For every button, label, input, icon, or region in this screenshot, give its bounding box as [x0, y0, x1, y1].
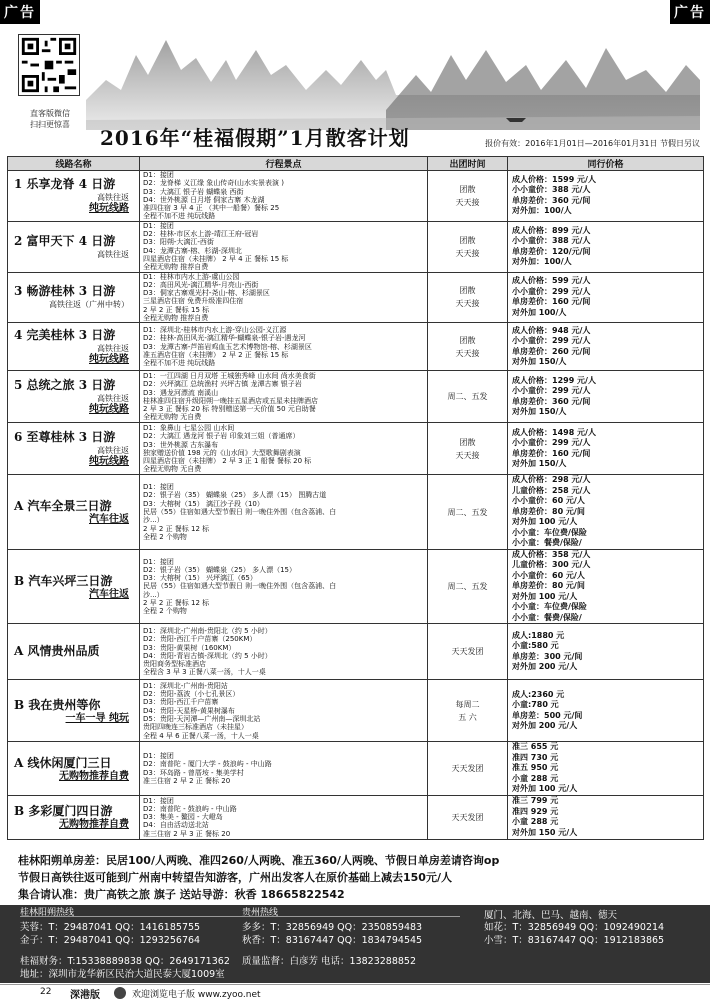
route-subtitle: 高铁往返	[97, 446, 129, 456]
route-name[interactable]: B 我在贵州等你	[14, 697, 101, 712]
price-cell	[508, 680, 704, 742]
route-name-cell	[8, 624, 140, 680]
itinerary-line: D2：桂林-高田风光-漓江精华-蝴蝶泉-银子岩-遇龙河	[143, 334, 306, 343]
itinerary-line: 四星酒店住宿（未挂牌） 2 早 3 正 1 船餐 餐标 20 标	[143, 457, 312, 466]
hotline-guilin: 桂林阳朔热线	[20, 908, 75, 918]
itinerary-line: 独家赠送价值 198 元的《山水间》大型歌舞剧表演	[143, 448, 301, 457]
price-line: 小童 288 元	[512, 773, 559, 783]
price-line: 小小童价：60 元/人	[512, 570, 585, 580]
departure-text: 天天发团	[451, 764, 484, 774]
price-cell	[508, 475, 704, 550]
table-row	[8, 371, 704, 423]
price-line: 儿童价格：258 元/人	[512, 485, 591, 495]
itinerary-line: D3：环岛路 - 曾厝垵 - 集美学村	[143, 768, 244, 777]
price-line: 准四 929 元	[512, 806, 559, 816]
table-row	[8, 742, 704, 796]
price-line: 单房差价：260 元/间	[512, 346, 591, 356]
itinerary-line: D1：桂林市内水上游-虞山公园	[143, 272, 240, 281]
col-header-route: 线路名称	[8, 157, 140, 171]
qr-caption	[10, 108, 90, 130]
contact-line: 质量监督：白彦芳 电话：13823288852	[242, 956, 417, 967]
price-line: 小童:780 元	[512, 700, 559, 710]
itinerary-line: 贵阳商务型标准酒店	[143, 660, 206, 669]
route-name-cell	[8, 171, 140, 222]
route-name-cell	[8, 221, 140, 272]
price-cell	[508, 795, 704, 839]
itinerary-line: 准四住宿 3 早 4 正 （其中一船餐）餐标 25	[143, 204, 280, 213]
route-subtitle: 一车一导 纯玩	[65, 712, 129, 724]
itinerary-line: D3：遇龙河漂流 南溪山	[143, 388, 219, 397]
departure-cell	[428, 423, 508, 475]
footnote-single-room: 桂林阳朔单房差：民居100/人两晚、准四260/人两晚、准五360/人两晚、节假日单房差请咨询op	[18, 854, 500, 867]
route-subtitle: 高铁往返	[97, 193, 129, 203]
itinerary-line: 四星酒店住宿（未挂牌） 2 早 4 正 餐标 15 标	[143, 254, 289, 263]
price-line: 儿童价格：300 元/人	[512, 560, 591, 570]
price-cell	[508, 171, 704, 222]
itinerary-line: D1：接团	[143, 796, 174, 805]
price-line: 单房差价：160 元/间	[512, 297, 591, 307]
contact-address: 地址：深圳市龙华新区民治大道民泰大厦1009室	[20, 969, 225, 980]
itinerary-line: 全程不加不进 纯玩线路	[143, 212, 216, 221]
hotline-header-bar	[20, 907, 460, 917]
itinerary-line: D1：一江四湖 日月双塔 王城独秀峰 山水间 尚水美食街	[143, 371, 316, 380]
price-line: 准三 655 元	[512, 742, 559, 752]
itinerary-cell	[140, 323, 428, 371]
table-row	[8, 171, 704, 222]
route-subtitle: 汽车往返	[89, 588, 129, 600]
route-subtitle: 高铁往返（广州中转）	[49, 300, 129, 310]
price-line: 对外加 100 元/人	[512, 517, 578, 527]
itinerary-line: 全程含 3 早 3 正餐八菜一汤，十人一桌	[143, 668, 266, 677]
price-line: 成人价格：1599 元/人	[512, 174, 596, 184]
price-line: 对外加 150/人	[512, 459, 567, 469]
route-name[interactable]: 1 乐享龙脊 4 日游	[14, 177, 116, 192]
route-name[interactable]: B 汽车兴坪三日游	[14, 573, 113, 588]
itinerary-cell	[140, 549, 428, 624]
page-footer	[0, 984, 710, 1000]
table-row	[8, 221, 704, 272]
route-subtitle: 纯玩线路	[89, 203, 129, 215]
itinerary-line: D4：龙潭古寨-榕、杉湖-深圳北	[143, 246, 242, 255]
price-line: 单房差价：80 元/间	[512, 506, 585, 516]
contact-line: 小雪：T：83167447 QQ：1912183865	[484, 935, 665, 946]
price-line: 小小童价：388 元/人	[512, 185, 591, 195]
route-name[interactable]: 6 至尊桂林 3 日游	[14, 430, 116, 445]
price-line: 小童 288 元	[512, 817, 559, 827]
itinerary-line: 民居（55）住宿如遇大型节假日 则一晚住外围（包含荔浦、白	[143, 507, 337, 516]
itinerary-line: 全程无购物 推荐自费	[143, 314, 209, 323]
itinerary-line: D1：深圳北-广州南-贵阳北（约 5 小时）	[143, 626, 272, 635]
departure-text: 周二、五发	[447, 507, 488, 517]
price-line: 小小童：餐费/保险/	[512, 538, 582, 548]
route-name[interactable]: 3 畅游桂林 3 日游	[14, 284, 116, 299]
itinerary-line: D2：大漓江 遇龙河 银子岩 印象刘三姐（普通席）	[143, 432, 300, 441]
price-cell	[508, 742, 704, 796]
itinerary-line: D2：桂林-市区水上游-靖江王府-冠岩	[143, 230, 259, 239]
itinerary-line: D2：高田风光-漓江精华-月亮山-西街	[143, 280, 259, 289]
departure-cell	[428, 371, 508, 423]
price-line: 小小童：车位费/保险	[512, 602, 587, 612]
route-name[interactable]: 5 总统之旅 3 日游	[14, 378, 116, 393]
footnote-meeting: 集合请认准：贵广高铁之旅 旗子 送站导游：秋香 18665822542	[18, 888, 345, 901]
itinerary-line: D3：龙潭古寨-芦笛岩鸡血玉艺术博物馆-榕、杉湖景区	[143, 342, 312, 351]
departure-cell	[428, 742, 508, 796]
itinerary-line: D3：集美 - 鳌园 - 大嶝岛	[143, 813, 223, 822]
contact-panel	[0, 905, 710, 983]
route-subtitle: 无购物推荐自费	[59, 819, 129, 831]
itinerary-line: D4：贵阳-青岩古镇-深圳北（约 5 小时）	[143, 651, 272, 660]
itinerary-cell	[140, 680, 428, 742]
itinerary-line: D3：大榕树（15） 兴坪漓江（65）	[143, 574, 257, 583]
route-name[interactable]: A 线休闲厦门三日	[14, 755, 112, 770]
table-row	[8, 624, 704, 680]
price-line: 对外加 150/人	[512, 357, 567, 367]
itinerary-line: D3：贵阳-黄果树（160KM）	[143, 643, 236, 652]
itinerary-line: D2：兴坪漓江 总统渔村 兴坪古镇 龙潭古寨 银子岩	[143, 380, 302, 389]
price-validity: 报价有效：2016年1月01日—2016年01月31日 节假日另议	[485, 139, 700, 148]
departure-text: 五 六	[458, 712, 477, 722]
departure-text: 团散	[459, 335, 476, 345]
footer-url[interactable]: 欢迎浏览电子版 www.zyoo.net	[132, 990, 261, 1000]
price-line: 小童:580 元	[512, 641, 559, 651]
price-cell	[508, 221, 704, 272]
price-line: 单房差价：360 元/间	[512, 396, 591, 406]
route-subtitle: 高铁往返	[97, 344, 129, 354]
price-line: 对外加：100/人	[512, 206, 572, 216]
table-row	[8, 323, 704, 371]
itinerary-cell	[140, 371, 428, 423]
itinerary-cell	[140, 742, 428, 796]
footnote-transfer: 节假日高铁往返可能到广州南中转望告知游客，广州出发客人在原价基础上减去150元/人	[18, 871, 452, 884]
departure-text: 每周二	[455, 699, 480, 709]
qr-caption-line: 扫扫更惊喜	[30, 120, 70, 129]
price-line: 成人价格：899 元/人	[512, 225, 591, 235]
itinerary-line: 准三住宿 2 早 3 正 餐标 20	[143, 829, 231, 838]
departure-text: 天天发团	[451, 812, 484, 822]
departure-cell	[428, 549, 508, 624]
qr-code-icon[interactable]	[18, 34, 80, 96]
itinerary-line: D2：贵阳-西江千户苗寨（250KM）	[143, 635, 257, 644]
table-row	[8, 475, 704, 550]
itinerary-line: 桂林准四住宿升级阳朔一晚挂五星酒店或五星未挂牌酒店	[143, 396, 318, 405]
price-line: 小小童价：60 元/人	[512, 496, 585, 506]
price-line: 单房差价：360 元/间	[512, 195, 591, 205]
price-cell	[508, 549, 704, 624]
col-header-price: 同行价格	[508, 157, 704, 171]
itinerary-cell	[140, 272, 428, 323]
departure-text: 天天接	[455, 197, 480, 207]
itinerary-line: D3：侗家古寨观光村-尧山-榕、杉湖景区	[143, 289, 270, 298]
route-subtitle: 汽车往返	[89, 514, 129, 526]
price-line: 成人价格：599 元/人	[512, 276, 591, 286]
itinerary-line: 贵阳四晚连三标准酒店（未挂星）	[143, 723, 248, 732]
price-line: 小小童价：299 元/人	[512, 386, 591, 396]
itinerary-line: D4：自由活动送北站	[143, 821, 209, 830]
route-name-cell	[8, 795, 140, 839]
itinerary-line: D3：贵阳-西江千户苗寨	[143, 698, 219, 707]
itinerary-line: 准三住宿 2 早 2 正 餐标 20	[143, 776, 231, 785]
itinerary-line: D1：接团	[143, 557, 174, 566]
price-line: 成人价格：1299 元/人	[512, 375, 596, 385]
route-name[interactable]: B 多彩厦门四日游	[14, 804, 113, 819]
itinerary-cell	[140, 423, 428, 475]
departure-cell	[428, 171, 508, 222]
ad-tag-right: 广告	[670, 0, 710, 24]
contact-line: 多多：T：32856949 QQ：2350859483	[242, 922, 423, 933]
contact-line: 桂福财务：T:15338889838 QQ：2649171362	[20, 956, 230, 967]
route-name-cell	[8, 742, 140, 796]
route-name[interactable]: A 汽车全景三日游	[14, 499, 112, 514]
itinerary-line: D3：大榕树（15） 漓江沙子段（10）	[143, 499, 264, 508]
itinerary-line: D1：深圳北-桂林市内水上游-穿山公园-义江源	[143, 326, 287, 335]
price-line: 对外加 100/人	[512, 307, 567, 317]
itinerary-line: D3：大漓江 银子岩 蝴蝶泉 西街	[143, 187, 244, 196]
table-row	[8, 272, 704, 323]
itinerary-line: 全程无购物 无自费	[143, 413, 202, 422]
route-subtitle: 无购物推荐自费	[59, 770, 129, 782]
departure-cell	[428, 795, 508, 839]
price-line: 成人:1880 元	[512, 630, 565, 640]
itinerary-line: D1：接团	[143, 171, 174, 179]
price-line: 单房差价：80 元/间	[512, 581, 585, 591]
ad-tag-left: 广告	[0, 0, 40, 24]
departure-text: 团散	[459, 437, 476, 447]
itinerary-line: 全程 2 个购物	[143, 607, 187, 616]
departure-text: 天天接	[455, 450, 480, 460]
price-line: 小小童价：299 元/人	[512, 286, 591, 296]
contact-line: 金子：T：29487041 QQ：1293256764	[20, 935, 201, 946]
contact-line: 秋香：T：83167447 QQ：1834794545	[242, 935, 423, 946]
route-name[interactable]: 4 完美桂林 3 日游	[14, 328, 116, 343]
table-row	[8, 423, 704, 475]
table-row	[8, 680, 704, 742]
contact-line: 如花：T：32856949 QQ：1092490214	[484, 922, 665, 933]
contact-line: 厦门、北海、巴马、越南、德天	[484, 910, 618, 921]
price-line: 成人价格：948 元/人	[512, 325, 591, 335]
itinerary-line: D1：接团	[143, 221, 174, 230]
itinerary-line: D2：南普陀 - 厦门大学 - 鼓浪屿 - 中山路	[143, 760, 272, 769]
price-line: 准四 730 元	[512, 752, 559, 762]
departure-cell	[428, 272, 508, 323]
departure-cell	[428, 475, 508, 550]
price-line: 成人:2360 元	[512, 689, 565, 699]
itinerary-line: 2 早 2 正 餐标 15 标	[143, 305, 210, 314]
price-line: 对外加 100 元/人	[512, 591, 578, 601]
page-title: 2016年“桂福假期”1月散客计划	[100, 126, 410, 150]
itinerary-line: 全程无购物 无自费	[143, 465, 202, 474]
price-cell	[508, 371, 704, 423]
itinerary-line: 2 早 3 正 餐标 20 标 特别赠送第一天价值 50 元自助餐	[143, 405, 316, 414]
itinerary-line: D1：深圳北-广州南-贵阳站	[143, 681, 228, 690]
price-line: 成人价格：1498 元/人	[512, 427, 596, 437]
itinerary-line: D3：阳朔-大漓江-西街	[143, 238, 214, 247]
price-cell	[508, 423, 704, 475]
itinerary-line: 全程无购物 推荐自费	[143, 263, 209, 272]
departure-text: 天天接	[455, 348, 480, 358]
itinerary-line: D3：世外桃源 古东瀑布	[143, 440, 219, 449]
itinerary-line: 全程 2 个购物	[143, 532, 187, 541]
itinerary-line: D2：银子岩（35） 蝴蝶泉（25） 多人漂（15） 图腾古道	[143, 491, 327, 500]
route-subtitle: 高铁往返	[97, 249, 129, 259]
itinerary-line: D5：贵阳-天河潭—广州南—深圳北站	[143, 714, 261, 723]
route-name-cell	[8, 549, 140, 624]
departure-cell	[428, 624, 508, 680]
price-line: 对外加 200 元/人	[512, 721, 578, 731]
edition-label: 深港版	[70, 990, 100, 1000]
price-line: 单房差：300 元/间	[512, 651, 583, 661]
table-row	[8, 549, 704, 624]
route-name[interactable]: A 风情贵州品质	[14, 644, 100, 659]
itinerary-line: D2：贵阳-荔波（小七孔景区）	[143, 690, 240, 699]
qr-caption-line: 直客版微信	[30, 109, 70, 118]
table-row	[8, 795, 704, 839]
route-subtitle: 纯玩线路	[89, 456, 129, 468]
itinerary-line: D1：接团	[143, 752, 174, 760]
route-name[interactable]: 2 富甲天下 4 日游	[14, 233, 116, 248]
itinerary-cell	[140, 624, 428, 680]
price-line: 单房差价：160 元/间	[512, 448, 591, 458]
route-name-cell	[8, 423, 140, 475]
price-line: 小小童价：388 元/人	[512, 236, 591, 246]
newspaper-logo-icon	[114, 987, 126, 999]
itinerary-line: 沙...）	[143, 590, 164, 599]
price-line: 对外加 100 元/人	[512, 784, 578, 794]
itinerary-line: D4：世外桃源 日月塔 侗家古寨 木龙湖	[143, 195, 265, 204]
departure-text: 团散	[459, 286, 476, 296]
itinerary-line: 全程不加不进 纯玩线路	[143, 359, 216, 368]
itinerary-line: 2 早 2 正 餐标 12 标	[143, 599, 210, 608]
itinerary-line: 民居（55）住宿如遇大型节假日 则一晚住外围（包含荔浦、白	[143, 582, 337, 591]
price-cell	[508, 272, 704, 323]
price-line: 小小童价：299 元/人	[512, 336, 591, 346]
price-line: 对外加 150 元/人	[512, 827, 578, 837]
price-line: 成人价格：358 元/人	[512, 549, 591, 559]
price-line: 对外加：100/人	[512, 257, 572, 267]
price-line: 单房差价：120/元/间	[512, 246, 591, 256]
guilin-landscape-painting-icon	[86, 20, 700, 130]
col-header-departure: 出团时间	[428, 157, 508, 171]
departure-text: 周二、五发	[447, 392, 488, 402]
departure-cell	[428, 221, 508, 272]
departure-text: 天天接	[455, 248, 480, 258]
departure-text: 天天发团	[451, 647, 484, 657]
itinerary-line: 2 早 2 正 餐标 12 标	[143, 524, 210, 533]
itinerary-line: D2：银子岩（35） 蝴蝶泉（25） 多人漂（15）	[143, 565, 297, 574]
tour-table	[7, 156, 704, 840]
price-line: 对外加 200 元/人	[512, 662, 578, 672]
itinerary-line: 准五酒店住宿（未挂牌） 2 早 2 正 餐标 15 标	[143, 350, 289, 359]
route-name-cell	[8, 475, 140, 550]
departure-text: 周二、五发	[447, 582, 488, 592]
itinerary-cell	[140, 795, 428, 839]
route-name-cell	[8, 371, 140, 423]
hotline-guizhou: 贵州热线	[242, 908, 279, 918]
price-line: 小小童价：299 元/人	[512, 438, 591, 448]
itinerary-line: D1：接团	[143, 483, 174, 492]
departure-text: 团散	[459, 235, 476, 245]
price-line: 准五 950 元	[512, 763, 559, 773]
route-subtitle: 纯玩线路	[89, 404, 129, 416]
header	[10, 20, 700, 150]
itinerary-line: D1：象鼻山 七星公园 山水间	[143, 423, 235, 432]
price-line: 对外加 150/人	[512, 407, 567, 417]
departure-cell	[428, 680, 508, 742]
route-subtitle: 高铁往返	[97, 394, 129, 404]
itinerary-line: D2：龙脊梯 义江缘 象山传奇(山水实景表演 )	[143, 179, 284, 188]
departure-text: 天天接	[455, 299, 480, 309]
price-line: 单房差：500 元/间	[512, 710, 583, 720]
route-subtitle: 纯玩线路	[89, 354, 129, 366]
page-number: 22	[40, 987, 52, 997]
route-name-cell	[8, 272, 140, 323]
price-line: 小小童：车位费/保险	[512, 527, 587, 537]
route-name-cell	[8, 680, 140, 742]
itinerary-cell	[140, 171, 428, 222]
price-line: 成人价格：298 元/人	[512, 475, 591, 485]
departure-text: 团散	[459, 184, 476, 194]
price-line: 准三 799 元	[512, 796, 559, 806]
price-cell	[508, 624, 704, 680]
price-line: 小小童：餐费/保险/	[512, 612, 582, 622]
itinerary-line: D4：贵阳-天星桥-黄果树瀑布	[143, 706, 235, 715]
col-header-itinerary: 行程景点	[140, 157, 428, 171]
departure-cell	[428, 323, 508, 371]
itinerary-line: D2：南普陀 - 鼓浪屿 - 中山路	[143, 804, 237, 813]
itinerary-cell	[140, 221, 428, 272]
route-name-cell	[8, 323, 140, 371]
itinerary-line: 三星酒店住宿 免费升级准四住宿	[143, 297, 244, 306]
itinerary-line: 沙...）	[143, 516, 164, 525]
price-cell	[508, 323, 704, 371]
itinerary-cell	[140, 475, 428, 550]
contact-line: 芙蓉：T：29487041 QQ：1416185755	[20, 922, 201, 933]
itinerary-line: 全程 4 早 6 正餐八菜一汤，十人一桌	[143, 731, 259, 740]
